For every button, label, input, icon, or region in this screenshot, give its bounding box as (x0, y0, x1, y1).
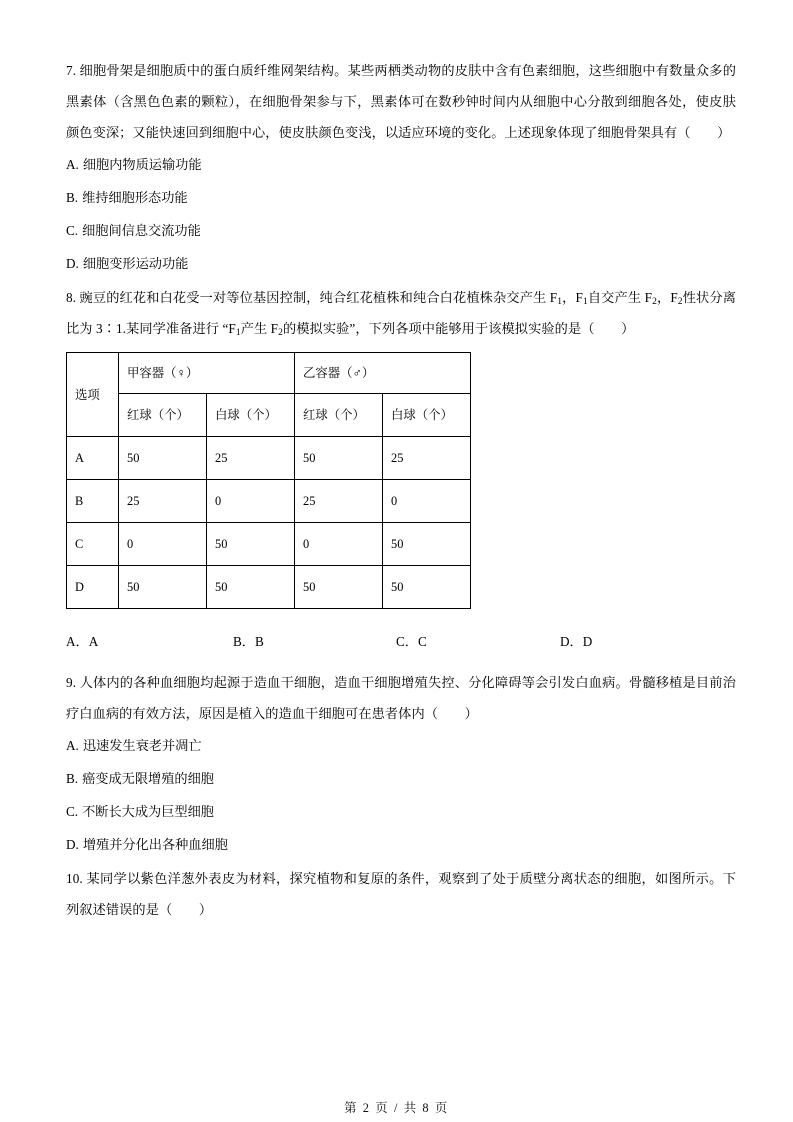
table-subheader-jia-red: 红球（个） (119, 394, 207, 437)
question-8-stem-part-1: 豌豆的红花和白花受一对等位基因控制，纯合红花植株和纯合白花植株杂交产生 F (79, 290, 558, 305)
table-row-option: D (67, 566, 119, 609)
question-7-option-b[interactable] (66, 181, 736, 214)
option-text: 癌变成无限增殖的细胞 (82, 771, 214, 786)
table-cell: 50 (207, 523, 295, 566)
table-row (67, 480, 471, 523)
table-cell: 0 (207, 480, 295, 523)
question-7-stem-text: 细胞骨架是细胞质中的蛋白质纤维网架结构。某些两栖类动物的皮肤中含有色素细胞，这些细胞中有数量众多的黑素体（含黑色色素的颗粒），在细胞骨架参与下，黑素体可在数秒钟时间内从细胞中心分散到细胞各处，使皮肤颜色变深；又能快速回到细胞中心，使皮肤颜色变浅，以适应环境的变化。上述现象体现了细胞骨架具有（ ） (66, 63, 736, 140)
table-cell: 25 (119, 480, 207, 523)
table-cell: 0 (119, 523, 207, 566)
question-7-option-a[interactable] (66, 148, 736, 181)
option-text: 细胞间信息交流功能 (82, 223, 201, 238)
option-text: 迅速发生衰老并凋亡 (82, 738, 202, 753)
question-8-stem-part-2: ，F (562, 290, 583, 305)
option-text: 增殖并分化出各种血细胞 (82, 837, 228, 852)
question-8-number: 8. (66, 290, 77, 305)
option-text: 细胞变形运动功能 (82, 256, 189, 271)
table-cell: 25 (295, 480, 383, 523)
subscript-f1: 1 (557, 297, 563, 308)
footer-current-page: 2 (362, 1101, 371, 1115)
ball-table-wrapper (66, 352, 736, 609)
option-label: C. (66, 223, 79, 238)
table-cell: 50 (119, 437, 207, 480)
question-9-stem (66, 667, 736, 729)
question-7-stem (66, 55, 736, 148)
footer-suffix: 页 (434, 1101, 449, 1115)
question-9 (66, 667, 736, 861)
option-label: A. (66, 157, 79, 172)
table-row-option: A (67, 437, 119, 480)
table-header-row-sub (67, 394, 471, 437)
question-8-stem-part-3: 自交产生 F (587, 290, 653, 305)
question-7-option-c[interactable] (66, 214, 736, 247)
question-9-options (66, 729, 736, 861)
subscript-f2: 2 (652, 297, 657, 308)
table-row (67, 437, 471, 480)
question-8-choice-d[interactable]: D．D (560, 634, 593, 649)
table-cell: 50 (295, 566, 383, 609)
subscript-f2: 2 (677, 297, 683, 308)
footer-middle: 页 / 共 (375, 1101, 418, 1115)
question-10-number: 10. (66, 871, 83, 886)
question-8-choice-a[interactable]: A．A (66, 634, 99, 649)
option-label: A. (66, 738, 79, 753)
table-cell: 50 (383, 566, 471, 609)
table-cell: 0 (295, 523, 383, 566)
question-9-stem-text: 人体内的各种血细胞均起源于造血干细胞，造血干细胞增殖失控、分化障碍等会引发白血病。骨髓移植是目前治疗白血病的有效方法，原因是植入的造血干细胞可在患者体内（ ） (66, 675, 736, 721)
option-label: D. (66, 837, 79, 852)
question-10-stem-text: 某同学以紫色洋葱外表皮为材料，探究植物和复原的条件，观察到了处于质壁分离状态的细胞，如图所示。下列叙述错误的是（ ） (66, 871, 736, 917)
table-cell: 25 (207, 437, 295, 480)
subscript-f1: 1 (582, 297, 588, 308)
question-8-choice-c[interactable]: C．C (396, 634, 427, 649)
table-subheader-jia-white: 白球（个） (207, 394, 295, 437)
table-header-row-group (67, 353, 471, 394)
question-10-stem (66, 863, 736, 925)
table-row-option: B (67, 480, 119, 523)
table-row (67, 523, 471, 566)
option-text: 细胞内物质运输功能 (82, 157, 202, 172)
question-7-number: 7. (66, 63, 77, 78)
question-10 (66, 863, 736, 925)
question-8-stem-part-6: 产生 F (240, 321, 279, 336)
option-label: B. (66, 771, 79, 786)
page-content (66, 55, 736, 927)
footer-total-pages: 8 (422, 1101, 431, 1115)
question-8-stem-part-5: 性状分离比为 3∶1.某同学准备进行 “F (66, 290, 736, 336)
table-row (67, 566, 471, 609)
table-cell: 0 (383, 480, 471, 523)
subscript-f2: 2 (278, 328, 283, 339)
question-8-choice-b[interactable]: B．B (233, 634, 264, 649)
question-8-choices (66, 631, 736, 665)
question-7-options (66, 148, 736, 280)
question-9-option-a[interactable] (66, 729, 736, 762)
option-label: C. (66, 804, 79, 819)
table-subheader-yi-red: 红球（个） (295, 394, 383, 437)
table-group-header-yi: 乙容器（♂） (295, 353, 471, 394)
question-9-number: 9. (66, 675, 77, 690)
option-label: D. (66, 256, 79, 271)
option-label: B. (66, 190, 79, 205)
question-9-option-d[interactable] (66, 828, 736, 861)
page-footer (0, 1098, 793, 1116)
subscript-f1: 1 (235, 328, 241, 339)
option-text: 维持细胞形态功能 (82, 190, 188, 205)
question-7-option-d[interactable] (66, 247, 736, 280)
footer-prefix: 第 (344, 1101, 359, 1115)
question-9-option-b[interactable] (66, 762, 736, 795)
simulation-ball-table (66, 352, 471, 609)
question-7 (66, 55, 736, 280)
table-cell: 50 (207, 566, 295, 609)
table-row-option: C (67, 523, 119, 566)
question-8-stem (66, 282, 736, 344)
question-8-stem-part-4: ，F (656, 290, 678, 305)
table-corner-header: 选项 (67, 353, 119, 437)
question-9-option-c[interactable] (66, 795, 736, 828)
table-cell: 50 (295, 437, 383, 480)
table-cell: 50 (383, 523, 471, 566)
question-8-stem-part-7: 的模拟实验”，下列各项中能够用于该模拟实验的是（ ） (282, 321, 635, 336)
table-cell: 50 (119, 566, 207, 609)
question-8 (66, 282, 736, 665)
option-text: 不断长大成为巨型细胞 (82, 804, 214, 819)
table-group-header-jia: 甲容器（♀） (119, 353, 295, 394)
table-subheader-yi-white: 白球（个） (383, 394, 471, 437)
table-cell: 25 (383, 437, 471, 480)
